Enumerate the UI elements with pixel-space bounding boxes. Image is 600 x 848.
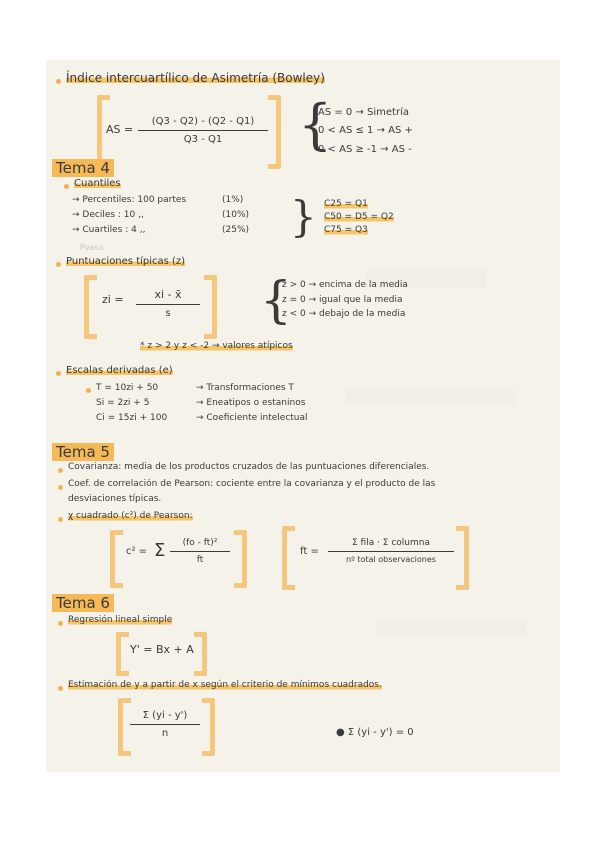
covarianza-def	[68, 463, 429, 472]
brace-icon: {	[298, 93, 333, 156]
derivada-formula-1: T = 10zi + 50	[96, 383, 159, 393]
tipicas-title: Puntuaciones típicas (z)	[66, 256, 186, 267]
bullet	[56, 262, 61, 267]
formula-bracket-right	[234, 530, 247, 588]
cuantiles-title: Cuantiles	[74, 178, 121, 189]
atipicos-note: * z > 2 y z < -2 → valores atípicos	[140, 341, 293, 351]
bullet	[58, 686, 63, 691]
bullet	[86, 388, 91, 393]
bleed-through-mark	[346, 390, 516, 404]
formula-bracket-right	[202, 698, 215, 756]
estimacion-numerator: Σ (yi - y')	[142, 710, 188, 721]
chi-denominator: ft	[196, 555, 204, 565]
cuantil-pct-1: (1%)	[222, 195, 244, 205]
formula-bracket-right	[456, 526, 469, 590]
cuantil-eq-2: C50 = D5 = Q2	[324, 212, 394, 222]
derivada-formula-2: Si = 2zi + 5	[96, 398, 150, 408]
as-lhs: AS =	[106, 123, 134, 136]
ft-lhs: ft =	[300, 546, 319, 557]
tema-6-heading: Tema 6	[52, 594, 114, 612]
formula-bracket-right	[204, 275, 217, 339]
formula-bracket-left	[84, 275, 97, 339]
derivada-desc-1: → Transformaciones T	[196, 383, 294, 393]
z-numerator: xi - x̄	[154, 288, 182, 301]
faint-note: Pvaso	[80, 243, 104, 252]
chi-numerator: (fo - ft)²	[182, 538, 218, 548]
bullet	[58, 621, 63, 626]
as-denominator: Q3 - Q1	[183, 134, 223, 145]
ft-numerator: Σ fila · Σ columna	[351, 538, 430, 548]
cuantil-eq-1: C25 = Q1	[324, 199, 368, 209]
formula-bracket-left	[116, 632, 129, 676]
pearson-line-2: desviaciones típicas.	[68, 494, 162, 504]
fraction-line	[136, 304, 200, 305]
section-title-asimetria: Índice intercuartílico de Asimetría (Bowley)	[66, 71, 325, 85]
formula-bracket-right	[268, 95, 281, 169]
as-fraction	[138, 116, 268, 145]
as-numerator: (Q3 - Q2) - (Q2 - Q1)	[151, 116, 255, 127]
as-case-1: AS = 0 → Simetría	[318, 107, 409, 118]
derivada-formula-3: Ci = 15zi + 100	[96, 413, 168, 423]
formula-bracket-left	[282, 526, 295, 590]
z-case-2: z = 0 → igual que la media	[282, 295, 403, 305]
as-case-2: 0 < AS ≤ 1 → AS +	[318, 125, 413, 136]
cuantil-eq-3: C75 = Q3	[324, 225, 368, 235]
pearson-line-1: Coef. de correlación de Pearson: cociente entre la covarianza y el producto de las	[68, 479, 436, 489]
z-fraction	[136, 288, 200, 319]
ft-denominator: nº total observaciones	[346, 555, 436, 564]
estimacion-title: Estimación de y a partir de x según el criterio de mínimos cuadrados.	[68, 680, 382, 690]
chi-lhs: c² =	[126, 546, 148, 557]
bullet	[64, 184, 69, 189]
bleed-through-mark	[376, 620, 526, 634]
cuantil-row-1: → Percentiles: 100 partes	[72, 195, 187, 205]
estimacion-fraction	[130, 710, 200, 739]
formula-bracket-right	[194, 632, 207, 676]
notebook-page	[46, 60, 560, 772]
cuantil-row-2: → Deciles : 10 ,,	[72, 210, 144, 220]
formula-bracket-left	[110, 530, 123, 588]
bullet	[58, 485, 63, 490]
derivadas-title: Escalas derivadas (e)	[66, 365, 173, 376]
cuantil-pct-2: (10%)	[222, 210, 250, 220]
fraction-line	[328, 551, 454, 552]
estimacion-denominator: n	[161, 728, 169, 739]
covarianza-text: Covarianza: media de los productos cruzados de las puntuaciones diferenciales.	[68, 462, 430, 472]
brace-icon: {	[260, 271, 292, 329]
tema-5-heading: Tema 5	[52, 443, 114, 461]
cuantil-pct-3: (25%)	[222, 225, 250, 235]
fraction-line	[170, 551, 230, 552]
fraction-line	[130, 724, 200, 725]
cuantil-row-3: → Cuartiles : 4 ,,	[72, 225, 146, 235]
bullet	[58, 517, 63, 522]
estimacion-side-formula: ● Σ (yi - y') = 0	[336, 727, 414, 738]
tema-4-heading: Tema 4	[52, 159, 114, 177]
fraction-line	[138, 130, 268, 131]
ft-fraction	[328, 538, 454, 564]
z-denominator: s	[165, 308, 171, 319]
z-case-3: z < 0 → debajo de la media	[282, 309, 406, 319]
bullet	[56, 79, 61, 84]
regresion-title: Regresión lineal simple	[68, 615, 173, 625]
as-case-3: 0 < AS ≥ -1 → AS -	[318, 144, 412, 155]
z-case-1: z > 0 → encima de la media	[282, 280, 408, 290]
derivada-desc-3: → Coeficiente intelectual	[196, 413, 308, 423]
bullet	[56, 371, 61, 376]
regresion-equation: Y' = Bx + A	[130, 643, 194, 656]
derivada-desc-2: → Eneatipos o estaninos	[196, 398, 306, 408]
sigma-icon: Σ	[154, 540, 166, 561]
chi-fraction	[170, 538, 230, 565]
bullet	[58, 468, 63, 473]
z-lhs: zi =	[102, 293, 124, 306]
closing-brace-icon: }	[290, 192, 317, 241]
chi-title: χ cuadrado (c²) de Pearson:	[68, 511, 193, 521]
